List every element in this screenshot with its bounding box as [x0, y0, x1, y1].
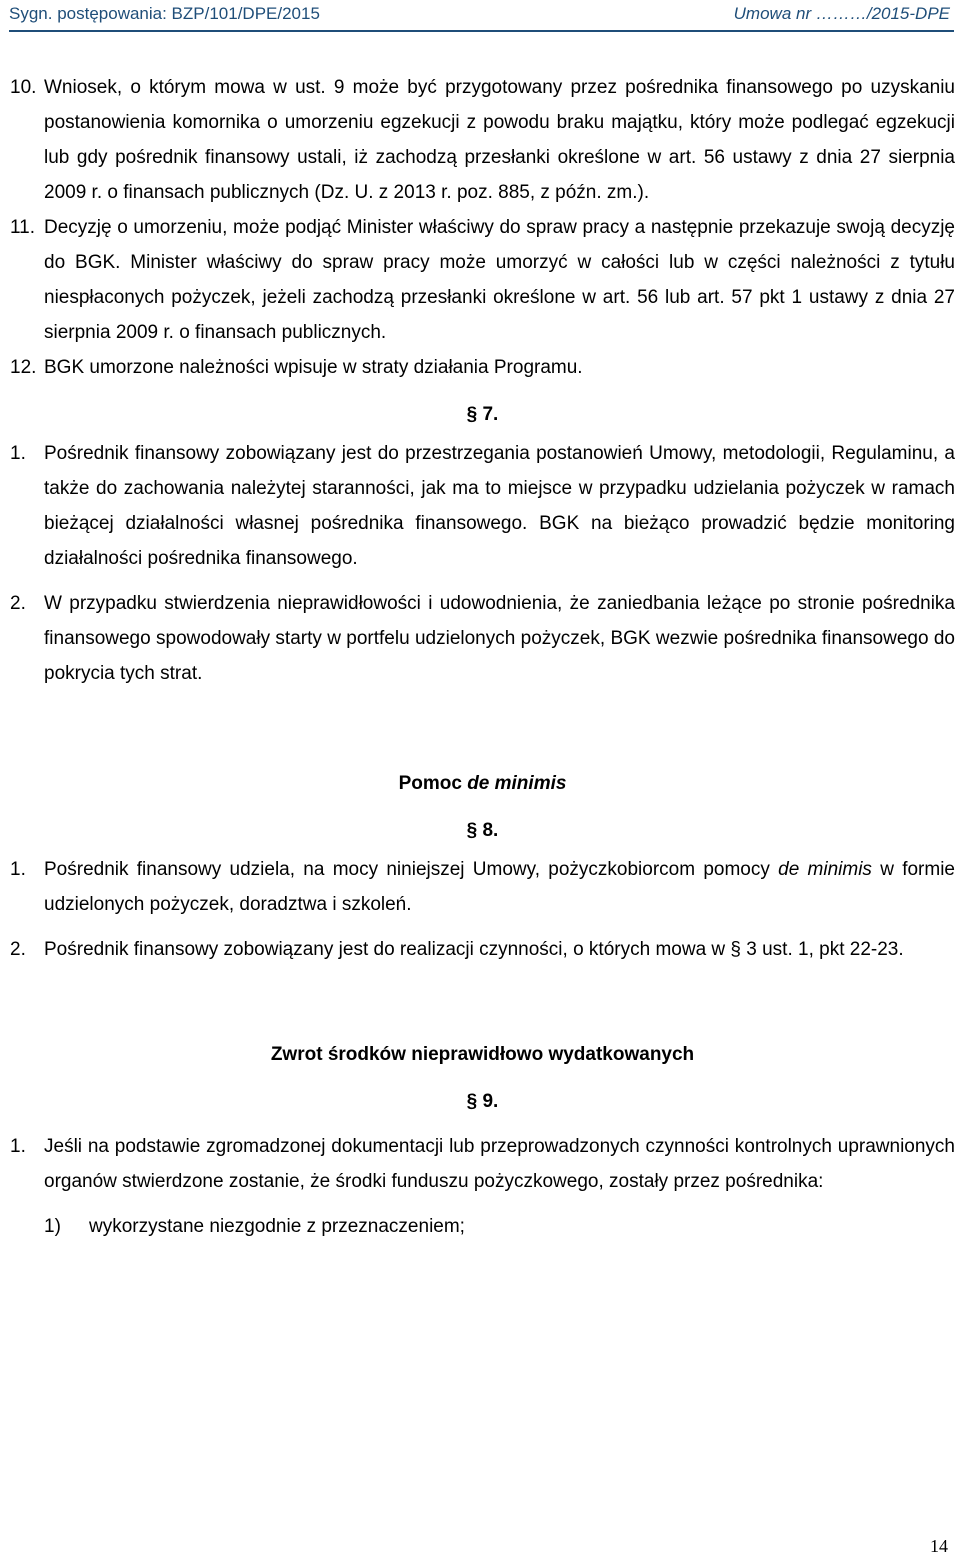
section-7-paragraph-1	[10, 436, 955, 576]
paragraph-text: Pośrednik finansowy zobowiązany jest do realizacji czynności, o których mowa w § 3 ust. 1, pkt 22-23.	[44, 939, 904, 960]
paragraph-number: 1.	[10, 443, 26, 464]
paragraph-text: Jeśli na podstawie zgromadzonej dokumentacji lub przeprowadzonych czynności kontrolnych uprawnionych organów stwierdzone zostanie, że środki funduszu pożyczkowego, zostały przez pośrednika:	[44, 1136, 955, 1192]
paragraph-number: 11.	[10, 217, 36, 238]
document-body	[10, 70, 955, 1244]
paragraph-number: 2.	[10, 939, 26, 960]
section-9-subitem-1	[10, 1209, 955, 1244]
page-number: 14	[930, 1536, 948, 1556]
paragraph-text: Wniosek, o którym mowa w ust. 9 może być przygotowany przez pośrednika finansowego po uzyskaniu postanowienia komornika o umorzeniu egzekucji z powodu braku majątku, który może podlegać egzekucji lub gdy pośrednik finansowy ustali, iż zachodzą przesłanki określone w art. 56 ustawy z dnia 27 sierpnia 2009 r. o finansach publicznych (Dz. U. z 2013 r. poz. 885, z późn. zm.).	[44, 77, 955, 203]
section-8-title-italic: de minimis	[467, 773, 567, 794]
paragraph-text: Pośrednik finansowy zobowiązany jest do przestrzegania postanowień Umowy, metodologii, Regulaminu, a także do zachowania należytej staranności, jak ma to miejsce w przypadku udzielania pożyczek w ramach bieżącej działalności własnej pośrednika finansowego. BGK na bieżąco prowadzić będzie monitoring działalności pośrednika finansowego.	[44, 443, 955, 569]
case-reference: Sygn. postępowania: BZP/101/DPE/2015	[9, 4, 320, 23]
paragraph-text: W przypadku stwierdzenia nieprawidłowości i udowodnienia, że zaniedbania leżące po stronie pośrednika finansowego spowodowały starty w portfelu udzielonych pożyczek, BGK wezwie pośrednika finansowego do pokrycia tych strat.	[44, 593, 955, 684]
section-8-paragraph-1	[10, 852, 955, 922]
section-9-title: Zwrot środków nieprawidłowo wydatkowanych	[270, 1044, 695, 1065]
paragraph-text	[10, 852, 955, 922]
paragraph-text: Decyzję o umorzeniu, może podjąć Minister właściwy do spraw pracy a następnie przekazuje swoją decyzję do BGK. Minister właściwy do spraw pracy może umorzyć w całości lub w części należności z tytułu niespłaconych pożyczek, jeżeli zachodzą przesłanki określone w art. 56 lub art. 57 pkt 1 ustawy z dnia 27 sierpnia 2009 r. o finansach publicznych.	[44, 217, 955, 343]
paragraph-number: 1.	[10, 859, 26, 880]
paragraph-11	[10, 210, 955, 350]
header-rule	[9, 30, 954, 32]
contract-number: Umowa nr ………/2015-DPE	[733, 4, 950, 23]
section-9-paragraph-1	[10, 1129, 955, 1199]
paragraph-number: 2.	[10, 593, 26, 614]
text-part: w formie udzielonych pożyczek, doradztwa i szkoleń.	[44, 859, 955, 915]
paragraph-10	[10, 70, 955, 210]
section-8-title-prefix: Pomoc	[398, 773, 468, 794]
text-italic-part: de minimis	[778, 859, 872, 880]
text-part: Pośrednik finansowy udziela, na mocy niniejszej Umowy, pożyczkobiorcom pomocy	[44, 859, 779, 880]
paragraph-12	[10, 350, 955, 385]
section-7-number: § 7.	[466, 404, 499, 425]
paragraph-text: BGK umorzone należności wpisuje w straty działania Programu.	[44, 357, 583, 378]
subitem-text: wykorzystane niezgodnie z przeznaczeniem;	[89, 1216, 465, 1237]
paragraph-number: 1.	[10, 1136, 26, 1157]
paragraph-number: 10.	[10, 77, 37, 98]
paragraph-number: 12.	[10, 357, 37, 378]
section-8-title	[10, 766, 955, 801]
section-8-number: § 8.	[466, 820, 499, 841]
section-8-paragraph-2	[10, 932, 955, 967]
subitem-number: 1)	[44, 1216, 61, 1237]
section-7-paragraph-2	[10, 586, 955, 691]
page-header	[0, 0, 960, 46]
section-9-number: § 9.	[466, 1091, 499, 1112]
